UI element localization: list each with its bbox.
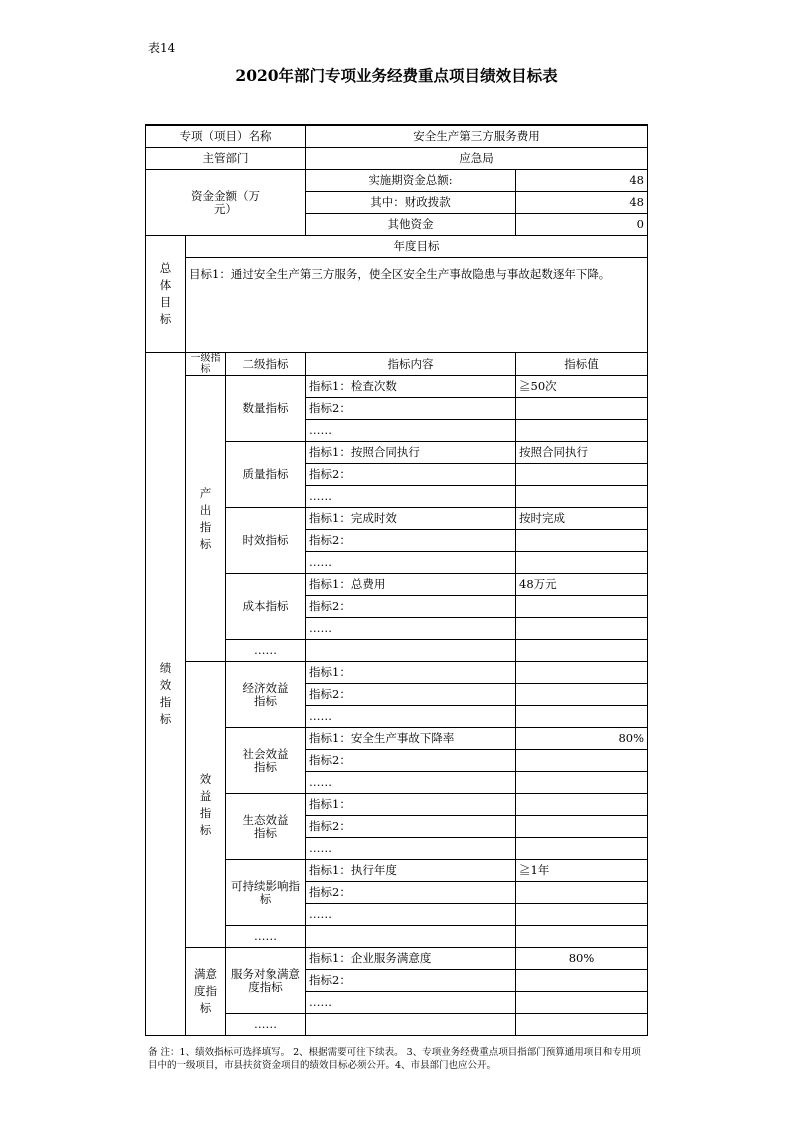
fiscal-funds-value: 48	[516, 192, 648, 214]
indicator-value	[516, 464, 648, 486]
dept-value: 应急局	[306, 148, 648, 170]
indicator-value	[516, 772, 648, 794]
indicator-value	[516, 970, 648, 992]
indicator-content: 指标1：	[306, 794, 516, 816]
indicator-value: 按照合同执行	[516, 442, 648, 464]
performance-table	[145, 124, 648, 1036]
indicator-content: 指标1：	[306, 662, 516, 684]
quantity-indicator-label: 数量指标	[226, 376, 306, 442]
indicator-value	[516, 662, 648, 684]
indicator-content: ……	[306, 772, 516, 794]
other-funds-value: 0	[516, 214, 648, 236]
indicator-value	[516, 596, 648, 618]
indicator-value	[516, 684, 648, 706]
indicator-content: 指标2：	[306, 750, 516, 772]
output-more-row: ……	[226, 640, 306, 662]
indicator-content: 指标2：	[306, 882, 516, 904]
indicator-value: 80%	[516, 948, 648, 970]
indicator-value: 80%	[516, 728, 648, 750]
indicator-content: 指标2：	[306, 530, 516, 552]
table-number: 表14	[148, 41, 176, 55]
indicator-content: 指标1：企业服务满意度	[306, 948, 516, 970]
indicator-content: ……	[306, 706, 516, 728]
satisfaction-indicators-label: 满意度指标	[186, 948, 226, 1036]
footnote: 备 注：1、绩效指标可选择填写。 2、根据需要可往下续表。 3、专项业务经费重点项目指部门预算通用项目和专用项目中的一级项目，市县扶贫资金项目的绩效目标必须公开。4、市县部门也应公开。	[148, 1047, 641, 1071]
indicator-content: ……	[306, 618, 516, 640]
project-name-value: 安全生产第三方服务费用	[306, 125, 648, 148]
indicator-content: ……	[306, 420, 516, 442]
indicator-value	[516, 794, 648, 816]
funds-label: 资金金额（万元）	[146, 170, 306, 236]
indicator-content: ……	[306, 486, 516, 508]
indicator-value	[516, 552, 648, 574]
col-value-header: 指标值	[516, 353, 648, 376]
indicator-value: 按时完成	[516, 508, 648, 530]
indicator-content: 指标1：安全生产事故下降率	[306, 728, 516, 750]
indicator-content: ……	[306, 992, 516, 1014]
indicator-value	[516, 618, 648, 640]
indicator-value	[516, 816, 648, 838]
annual-goal-text: 目标1：通过安全生产第三方服务，使全区安全生产事故隐患与事故起数逐年下降。	[186, 258, 648, 353]
col-level2-header: 二级指标	[226, 353, 306, 376]
indicator-value	[516, 530, 648, 552]
cost-indicator-label: 成本指标	[226, 574, 306, 640]
indicator-content: ……	[306, 904, 516, 926]
indicator-content: 指标2：	[306, 970, 516, 992]
social-indicator-label: 社会效益指标	[226, 728, 306, 794]
indicator-value: ≧1年	[516, 860, 648, 882]
indicator-content: 指标2：	[306, 816, 516, 838]
indicator-value: 48万元	[516, 574, 648, 596]
benefit-indicators-label: 效益指标	[186, 662, 226, 948]
dept-label: 主管部门	[146, 148, 306, 170]
indicator-content: 指标2：	[306, 684, 516, 706]
sustainable-indicator-label: 可持续影响指标	[226, 860, 306, 926]
quality-indicator-label: 质量指标	[226, 442, 306, 508]
fiscal-funds-label: 其中：财政拨款	[306, 192, 516, 214]
other-funds-label: 其他资金	[306, 214, 516, 236]
indicator-value	[516, 486, 648, 508]
col-content-header: 指标内容	[306, 353, 516, 376]
total-funds-label: 实施期资金总额:	[306, 170, 516, 192]
project-name-label: 专项（项目）名称	[146, 125, 306, 148]
annual-goal-header: 年度目标	[186, 236, 648, 258]
indicator-content: 指标2：	[306, 398, 516, 420]
indicator-content: 指标1：执行年度	[306, 860, 516, 882]
indicator-content: 指标1：总费用	[306, 574, 516, 596]
indicator-value	[516, 882, 648, 904]
indicator-content: ……	[306, 552, 516, 574]
economic-indicator-label: 经济效益指标	[226, 662, 306, 728]
satisfaction-more-row: ……	[226, 1014, 306, 1036]
indicator-value	[516, 904, 648, 926]
service-satisfaction-label: 服务对象满意度指标	[226, 948, 306, 1014]
indicator-content: ……	[306, 838, 516, 860]
performance-indicators-label: 绩效指标	[146, 353, 186, 1036]
indicator-value	[516, 706, 648, 728]
total-funds-value: 48	[516, 170, 648, 192]
indicator-content: 指标1：按照合同执行	[306, 442, 516, 464]
indicator-value	[516, 992, 648, 1014]
col-level1-header: 一级指标	[186, 353, 226, 376]
ecological-indicator-label: 生态效益指标	[226, 794, 306, 860]
indicator-content: 指标2：	[306, 464, 516, 486]
benefit-more-row: ……	[226, 926, 306, 948]
indicator-value	[516, 750, 648, 772]
indicator-content: 指标1：检查次数	[306, 376, 516, 398]
page-title: 2020年部门专项业务经费重点项目绩效目标表	[235, 66, 558, 85]
output-indicators-label: 产出指标	[186, 376, 226, 662]
indicator-value	[516, 838, 648, 860]
indicator-content: 指标1：完成时效	[306, 508, 516, 530]
indicator-value	[516, 420, 648, 442]
indicator-value: ≧50次	[516, 376, 648, 398]
timeliness-indicator-label: 时效指标	[226, 508, 306, 574]
indicator-content: 指标2：	[306, 596, 516, 618]
overall-goal-label: 总体目标	[146, 236, 186, 353]
indicator-value	[516, 398, 648, 420]
